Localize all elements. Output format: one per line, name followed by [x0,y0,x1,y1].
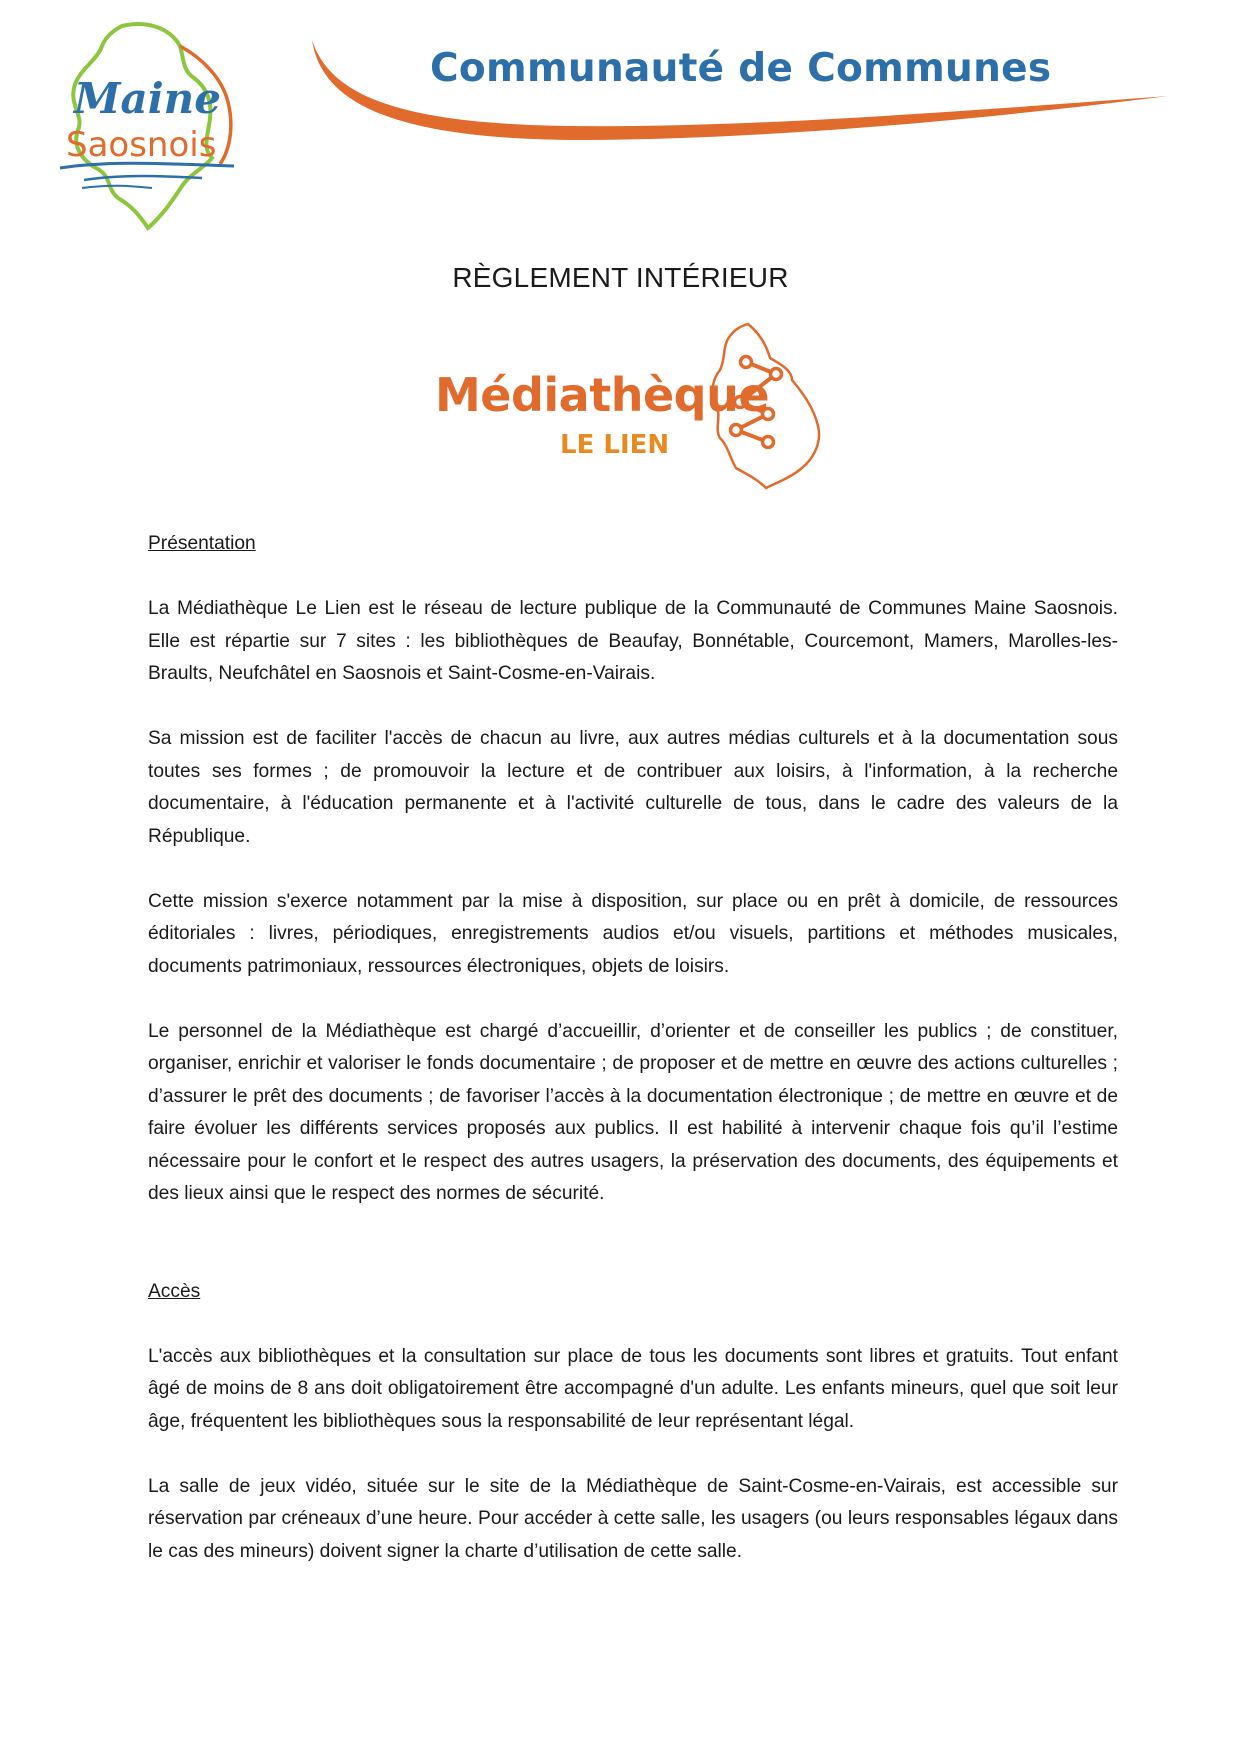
paragraph: L'accès aux bibliothèques et la consultation sur place de tous les documents sont libres et gratuits. Tout enfant âgé de moins de 8 ans doit obligatoirement être accompagné d'un adulte. Les enfants mineurs, quel que soit leur âge, fréquentent les bibliothèques sous la responsabilité de leur représentant légal. [148,1345,1118,1432]
mediatheque-logo-subtitle: LE LIEN [560,430,670,460]
document-title: RÈGLEMENT INTÉRIEUR [452,262,789,293]
paragraph: La salle de jeux vidéo, située sur le site de la Médiathèque de Saint-Cosme-en-Vairais, est accessible sur réservation par créneaux d’une heure. Pour accéder à cette salle, les usagers (ou leurs responsables légaux dans le cas des mineurs) doivent signer la charte d’utilisation de cette salle. [148,1475,1118,1562]
section-heading: Présentation [148,533,256,554]
section-acces [148,1276,1118,1569]
document-body [148,528,1118,1601]
paragraph: Le personnel de la Médiathèque est chargé d’accueillir, d’orienter et de conseiller les publics ; de constituer, organiser, enrichir et valoriser le fonds documentaire ; de proposer et de mettre en œuvre des actions culturelles ; d’assurer le prêt des documents ; de favoriser l’accès à la documentation électronique ; de mettre en œuvre et de faire évoluer les différents services proposés aux publics. Il est habilité à intervenir chaque fois qu’il l’estime nécessaire pour le confort et le respect des autres usagers, la préservation des documents, des équipements et des lieux ainsi que le respect des normes de sécurité. [148,1020,1118,1204]
header-title: Communauté de Communes [430,46,1052,91]
section-spacer [148,1243,1118,1276]
logo-saosnois-text: Saosnois [66,125,217,165]
paragraph: Sa mission est de faciliter l'accès de chacun au livre, aux autres médias culturels et à la documentation sous toutes ses formes ; de promouvoir la lecture et de contribuer aux loisirs, à l'information, à la recherche documentaire, à l'éducation permanente et à l'activité culturelle de tous, dans le cadre des valeurs de la République. [148,728,1118,847]
paragraph: La Médiathèque Le Lien est le réseau de lecture publique de la Communauté de Communes Maine Saosnois. Elle est répartie sur 7 sites : les bibliothèques de Beaufay, Bonnétable, Courcemont, Mamers, Marolles-les-Braults, Neufchâtel en Saosnois et Saint-Cosme-en-Vairais. [148,598,1118,684]
section-presentation [148,528,1118,1211]
section-heading: Accès [148,1280,201,1302]
mediatheque-logo-word: Médiathèque [435,368,770,422]
paragraph: Cette mission s'exerce notamment par la mise à disposition, sur place ou en prêt à domicile, de ressources éditoriales : livres, périodiques, enregistrements audios et/ou visuels, partitions et méthodes musicales, documents patrimoniaux, ressources électroniques, objets de loisirs. [148,890,1118,977]
maine-saosnois-logo [52,18,242,233]
logo-maine-text: Maine [74,74,221,123]
